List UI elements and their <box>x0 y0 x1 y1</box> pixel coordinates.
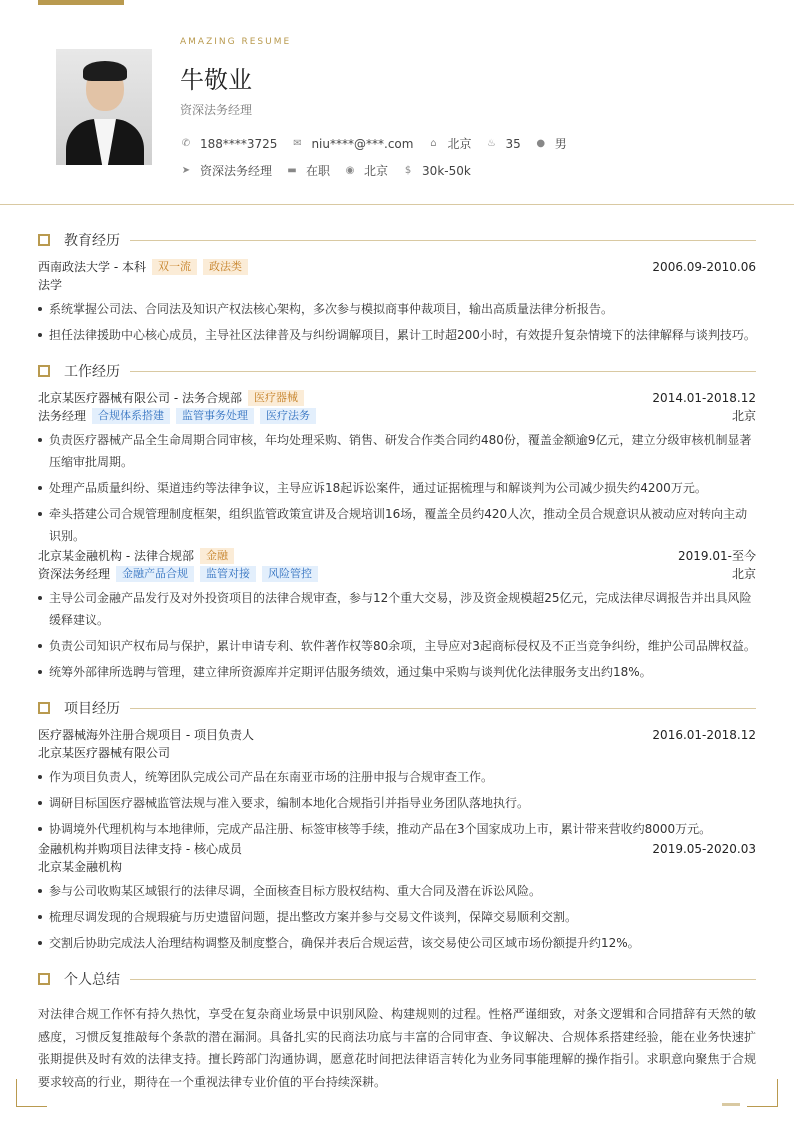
intent-status: ▬ 在职 <box>287 164 331 178</box>
major: 法学 <box>38 278 63 292</box>
tagline: AMAZING RESUME <box>180 37 292 47</box>
salary-icon: $ <box>404 164 412 176</box>
school-tag: 政法类 <box>203 259 248 275</box>
project-name: 金融机构并购项目法律支持 - 核心成员 <box>38 842 242 856</box>
entry-date: 2019.01-至今 <box>678 549 756 563</box>
summary-section <box>38 969 756 1093</box>
list-item: 统筹外部律所选聘与管理，建立律所资源库并定期评估服务绩效，通过集中采购与谈判优化法律服务支出约18%。 <box>38 661 756 683</box>
project-name: 医疗器械海外注册合规项目 - 项目负责人 <box>38 728 254 742</box>
location-icon: ◉ <box>345 164 355 176</box>
list-item: 协调境外代理机构与本地律师，完成产品注册、标签审核等手续，推动产品在3个国家成功上市，累计带来营收约8000万元。 <box>38 818 756 840</box>
section-divider <box>130 240 756 241</box>
section-header <box>38 361 756 381</box>
entry-date: 2014.01-2018.12 <box>652 391 756 405</box>
list-item: 处理产品质量纠纷、渠道违约等法律争议，主导应诉18起诉讼案件，通过证据梳理与和解谈判为公司减少损失约4200万元。 <box>38 477 756 499</box>
project-section <box>38 698 756 954</box>
contact-email: ✉ niu****@***.com <box>293 136 414 151</box>
section-marker-icon <box>38 365 50 377</box>
job-city: 北京 <box>731 567 756 581</box>
gender-icon: ● <box>536 137 546 149</box>
company-name: 北京某金融机构 - 法律合规部 <box>38 549 194 563</box>
briefcase-icon: ▬ <box>287 164 297 176</box>
list-item: 梳理尽调发现的合规瑕疵与历史遗留问题，提出整改方案并参与交易文件谈判，保障交易顺利交割。 <box>38 906 756 928</box>
candidate-title: 资深法务经理 <box>180 103 253 117</box>
list-item: 担任法律援助中心核心成员，主导社区法律普及与纠纷调解项目，累计工时超200小时，有效提升复杂情境下的法律解释与谈判技巧。 <box>38 324 756 346</box>
contact-row <box>180 135 581 152</box>
list-item: 负责医疗器械产品全生命周期合同审核，年均处理采购、销售、研发合作类合同约480份，覆盖金额逾9亿元，建立分级审核机制显著压缩审批周期。 <box>38 429 756 473</box>
cake-icon: ♨ <box>486 137 496 149</box>
section-header <box>38 698 756 718</box>
entry-date: 2016.01-2018.12 <box>652 728 756 742</box>
summary-text: 对法律合规工作怀有持久热忱，享受在复杂商业场景中识别风险、构建规则的过程。性格严谨细致，对条文逻辑和合同措辞有天然的敏感度，习惯反复推敲每个条款的潜在漏洞。具备扎实的民商法功底与丰富的合同审查、争议解决、合规体系搭建经验，能在业务快速扩张期提供及时有效的法律支持。擅长跨部门沟通协调，愿意花时间把法律语言转化为业务同事能理解的操作指引。求职意向聚焦于合规要求较高的行业，期待在一个重视法律专业价值的平台持续深耕。 <box>38 1007 756 1089</box>
school-tag: 双一流 <box>152 259 197 275</box>
avatar <box>56 49 152 165</box>
list-item: 牵头搭建公司合规管理制度框架，组织监管政策宣讲及合规培训16场，覆盖全员约420人次，推动全员合规意识从被动应对转向主动识别。 <box>38 503 756 547</box>
contact-gender: ● 男 <box>536 137 567 151</box>
section-divider <box>130 371 756 372</box>
work-entry <box>38 389 756 547</box>
intent-row <box>180 162 485 179</box>
section-header <box>38 230 756 250</box>
contact-city: ⌂ 北京 <box>427 135 471 152</box>
list-item: 系统掌握公司法、合同法及知识产权法核心架构，多次参与模拟商事仲裁项目，输出高质量法律分析报告。 <box>38 298 756 320</box>
project-org: 北京某医疗器械有限公司 <box>38 746 171 760</box>
resume-header <box>0 0 794 205</box>
education-section <box>38 230 756 346</box>
project-entry <box>38 726 756 840</box>
skill-tag: 监管事务处理 <box>176 408 254 424</box>
contact-age: ♨ 35 <box>486 136 521 151</box>
skill-tag: 金融产品合规 <box>116 566 194 582</box>
mail-icon: ✉ <box>293 137 302 149</box>
corner-decoration <box>747 1079 778 1107</box>
section-marker-icon <box>38 234 50 246</box>
intent-city: ◉ 北京 <box>345 164 389 178</box>
section-title: 项目经历 <box>64 701 120 717</box>
job-role: 法务经理 <box>38 409 87 423</box>
job-city: 北京 <box>731 409 756 423</box>
project-entry <box>38 840 756 954</box>
section-title: 教育经历 <box>64 233 120 249</box>
candidate-name: 牛敬业 <box>180 66 252 94</box>
corner-decoration <box>16 1079 47 1107</box>
contact-phone: ✆ 188****3725 <box>181 136 278 151</box>
intent-salary: $ 30k-50k <box>402 164 471 178</box>
school-name: 西南政法大学 - 本科 <box>38 260 146 274</box>
skill-tag: 医疗法务 <box>260 408 316 424</box>
list-item: 负责公司知识产权布局与保护，累计申请专利、软件著作权等80余项，主导应对3起商标侵权及不正当竞争纠纷，维护公司品牌权益。 <box>38 635 756 657</box>
section-header <box>38 969 756 989</box>
project-org: 北京某金融机构 <box>38 860 123 874</box>
list-item: 主导公司金融产品发行及对外投资项目的法律合规审查，参与12个重大交易，涉及资金规模超25亿元，完成法律尽调报告并出具风险缓释建议。 <box>38 587 756 631</box>
work-section <box>38 361 756 683</box>
list-item: 调研目标国医疗器械监管法规与准入要求，编制本地化合规指引并指导业务团队落地执行。 <box>38 792 756 814</box>
send-icon: ➤ <box>181 164 191 176</box>
company-name: 北京某医疗器械有限公司 - 法务合规部 <box>38 391 242 405</box>
section-divider <box>130 979 756 980</box>
section-marker-icon <box>38 973 50 985</box>
entry-date: 2019.05-2020.03 <box>652 842 756 856</box>
section-divider <box>130 708 756 709</box>
list-item: 交割后协助完成法人治理结构调整及制度整合，确保并表后合规运营，该交易使公司区域市场份额提升约12%。 <box>38 932 756 954</box>
section-title: 工作经历 <box>64 364 120 380</box>
section-title: 个人总结 <box>64 972 120 988</box>
section-marker-icon <box>38 702 50 714</box>
list-item: 参与公司收购某区域银行的法律尽调，全面核查目标方股权结构、重大合同及潜在诉讼风险。 <box>38 880 756 902</box>
education-entry <box>38 258 756 346</box>
home-icon: ⌂ <box>430 137 437 149</box>
job-role: 资深法务经理 <box>38 567 111 581</box>
skill-tag: 监管对接 <box>200 566 256 582</box>
intent-position: ➤ 资深法务经理 <box>181 164 273 178</box>
entry-date: 2006.09-2010.06 <box>652 260 756 274</box>
skill-tag: 合规体系搭建 <box>92 408 170 424</box>
work-entry <box>38 547 756 683</box>
skill-tag: 风险管控 <box>262 566 318 582</box>
corner-accent-bar <box>722 1103 740 1106</box>
phone-icon: ✆ <box>181 137 191 149</box>
industry-tag: 医疗器械 <box>248 390 304 406</box>
list-item: 作为项目负责人，统筹团队完成公司产品在东南亚市场的注册申报与合规审查工作。 <box>38 766 756 788</box>
industry-tag: 金融 <box>200 548 234 564</box>
